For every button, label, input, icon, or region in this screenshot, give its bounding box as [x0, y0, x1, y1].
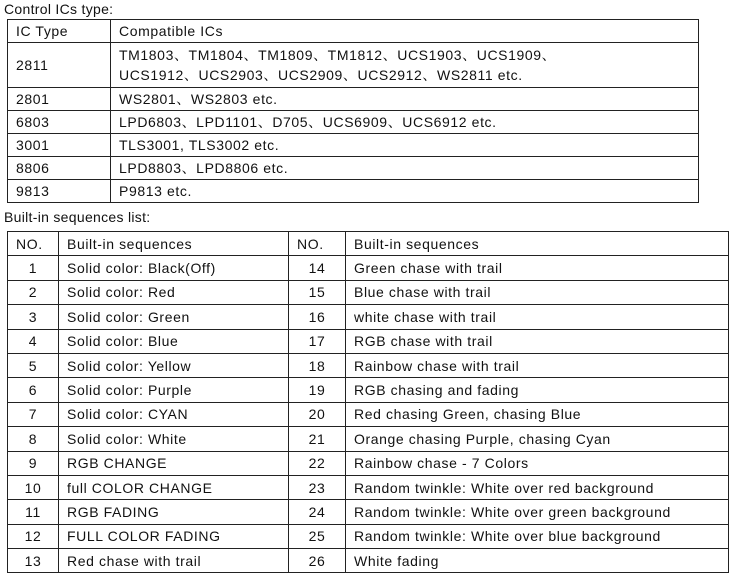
control-ics-heading: Control ICs type:: [4, 1, 114, 17]
table-row: [8, 475, 729, 499]
builtin-sequences-heading: Built-in sequences list:: [4, 209, 151, 225]
table-row: [8, 157, 699, 180]
sequence-number-cell: 12: [8, 524, 59, 548]
table-header-row: [8, 232, 729, 256]
table-row: [8, 427, 729, 451]
table-row: [8, 402, 729, 426]
sequence-name-cell: Solid color: Blue: [59, 329, 289, 353]
sequence-number-cell: 10: [8, 475, 59, 499]
control-ics-table: [7, 19, 699, 203]
ic-type-cell: 2801: [8, 88, 111, 111]
table-row: [8, 134, 699, 157]
sequence-number-cell: 23: [289, 475, 346, 499]
sequence-number-cell: 21: [289, 427, 346, 451]
sequence-name-cell: full COLOR CHANGE: [59, 475, 289, 499]
sequence-name-cell: Solid color: Yellow: [59, 353, 289, 377]
compatible-ics-cell: LPD6803、LPD1101、D705、UCS6909、UCS6912 etc.: [111, 111, 699, 134]
compatible-ics-cell: WS2801、WS2803 etc.: [111, 88, 699, 111]
no-header: NO.: [8, 232, 59, 256]
sequence-number-cell: 19: [289, 378, 346, 402]
compatible-ics-cell: [111, 43, 699, 88]
sequence-number-cell: 26: [289, 549, 346, 573]
table-row: [8, 378, 729, 402]
ic-type-cell: 9813: [8, 180, 111, 203]
sequence-name-cell: Blue chase with trail: [346, 280, 729, 304]
sequence-number-cell: 15: [289, 280, 346, 304]
ic-type-header: IC Type: [8, 20, 111, 43]
table-row: [8, 549, 729, 573]
sequence-number-cell: 7: [8, 402, 59, 426]
table-row: [8, 180, 699, 203]
table-row: [8, 88, 699, 111]
sequence-name-cell: Solid color: Purple: [59, 378, 289, 402]
table-row: [8, 500, 729, 524]
ic-type-cell: 3001: [8, 134, 111, 157]
table-row: [8, 280, 729, 304]
sequence-number-cell: 17: [289, 329, 346, 353]
compatible-ics-cell: P9813 etc.: [111, 180, 699, 203]
sequence-name-cell: Random twinkle: White over blue background: [346, 524, 729, 548]
sequence-header: Built-in sequences: [346, 232, 729, 256]
sequence-number-cell: 5: [8, 353, 59, 377]
sequence-number-cell: 20: [289, 402, 346, 426]
sequence-name-cell: Random twinkle: White over green background: [346, 500, 729, 524]
table-row: [8, 353, 729, 377]
sequence-name-cell: RGB CHANGE: [59, 451, 289, 475]
sequence-name-cell: Solid color: CYAN: [59, 402, 289, 426]
sequence-header: Built-in sequences: [59, 232, 289, 256]
compatible-ics-line: UCS1912、UCS2903、UCS2909、UCS2912、WS2811 etc.: [119, 67, 523, 83]
table-row: [8, 111, 699, 134]
sequence-name-cell: White fading: [346, 549, 729, 573]
compatible-ics-cell: TLS3001, TLS3002 etc.: [111, 134, 699, 157]
ic-type-cell: 6803: [8, 111, 111, 134]
compatible-ics-header: Compatible ICs: [111, 20, 699, 43]
sequence-number-cell: 24: [289, 500, 346, 524]
sequence-number-cell: 25: [289, 524, 346, 548]
sequence-name-cell: Green chase with trail: [346, 256, 729, 280]
sequence-number-cell: 14: [289, 256, 346, 280]
sequence-number-cell: 1: [8, 256, 59, 280]
table-row: [8, 43, 699, 88]
table-row: [8, 305, 729, 329]
builtin-sequences-table: [7, 231, 729, 573]
sequence-name-cell: Red chase with trail: [59, 549, 289, 573]
sequence-name-cell: RGB FADING: [59, 500, 289, 524]
sequence-number-cell: 3: [8, 305, 59, 329]
sequence-number-cell: 22: [289, 451, 346, 475]
ic-type-cell: 8806: [8, 157, 111, 180]
sequence-number-cell: 11: [8, 500, 59, 524]
table-row: [8, 256, 729, 280]
sequence-number-cell: 13: [8, 549, 59, 573]
table-row: [8, 451, 729, 475]
sequence-name-cell: Solid color: Black(Off): [59, 256, 289, 280]
compatible-ics-cell: LPD8803、LPD8806 etc.: [111, 157, 699, 180]
sequence-name-cell: RGB chase with trail: [346, 329, 729, 353]
no-header: NO.: [289, 232, 346, 256]
sequence-number-cell: 9: [8, 451, 59, 475]
table-header-row: [8, 20, 699, 43]
sequence-number-cell: 6: [8, 378, 59, 402]
sequence-name-cell: Rainbow chase with trail: [346, 353, 729, 377]
sequence-name-cell: Red chasing Green, chasing Blue: [346, 402, 729, 426]
sequence-name-cell: Rainbow chase - 7 Colors: [346, 451, 729, 475]
table-row: [8, 524, 729, 548]
sequence-number-cell: 4: [8, 329, 59, 353]
sequence-name-cell: Random twinkle: White over red background: [346, 475, 729, 499]
ic-type-cell: 2811: [8, 43, 111, 88]
sequence-number-cell: 16: [289, 305, 346, 329]
sequence-name-cell: FULL COLOR FADING: [59, 524, 289, 548]
sequence-name-cell: Solid color: Green: [59, 305, 289, 329]
sequence-name-cell: white chase with trail: [346, 305, 729, 329]
sequence-number-cell: 2: [8, 280, 59, 304]
sequence-name-cell: Orange chasing Purple, chasing Cyan: [346, 427, 729, 451]
compatible-ics-line: TM1803、TM1804、TM1809、TM1812、UCS1903、UCS1909、: [119, 47, 557, 63]
sequence-name-cell: Solid color: White: [59, 427, 289, 451]
table-row: [8, 329, 729, 353]
sequence-name-cell: Solid color: Red: [59, 280, 289, 304]
sequence-number-cell: 8: [8, 427, 59, 451]
sequence-name-cell: RGB chasing and fading: [346, 378, 729, 402]
sequence-number-cell: 18: [289, 353, 346, 377]
